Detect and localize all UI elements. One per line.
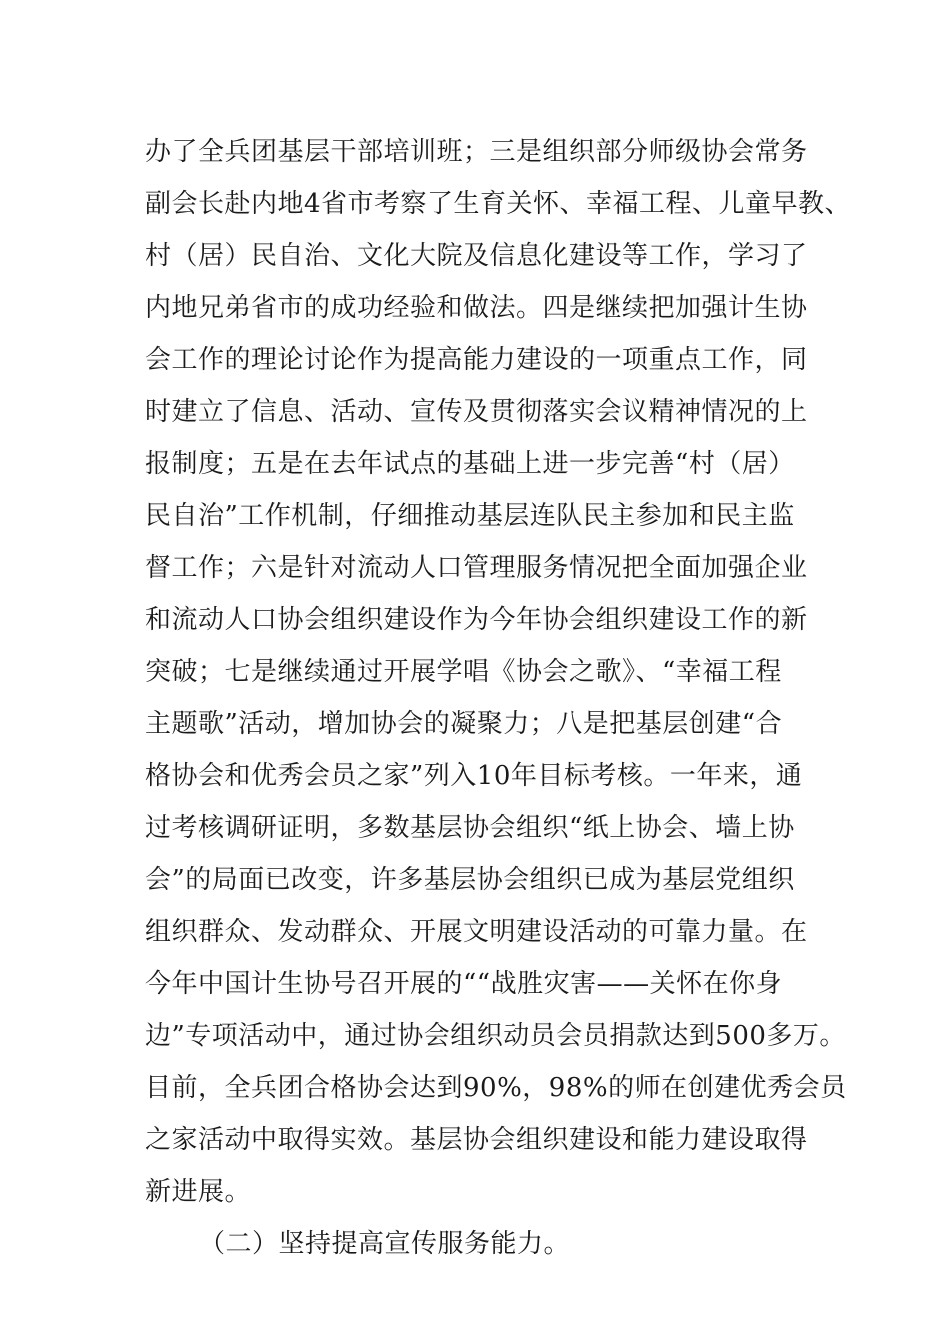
text-line: 村（居）民自治、文化大院及信息化建设等工作，学习了: [145, 241, 808, 271]
text-line: 新进展。: [145, 1177, 252, 1207]
text-line: 督工作；六是针对流动人口管理服务情况把全面加强企业: [145, 553, 808, 583]
text-line: 之家活动中取得实效。基层协会组织建设和能力建设取得: [145, 1125, 808, 1155]
text-line: 会工作的理论讨论作为提高能力建设的一项重点工作，同: [145, 345, 808, 375]
text-line: 报制度；五是在去年试点的基础上进一步完善“村（居）: [145, 449, 795, 479]
text-line: 目前，全兵团合格协会达到90%，98%的师在创建优秀会员: [145, 1073, 847, 1103]
text-line: 主题歌”活动，增加协会的凝聚力；八是把基层创建“合: [145, 709, 783, 739]
text-line: 突破；七是继续通过开展学唱《协会之歌》、“幸福工程: [145, 657, 782, 687]
text-line: 办了全兵团基层干部培训班；三是组织部分师级协会常务: [145, 137, 808, 167]
section-heading: （二）坚持提高宣传服务能力。: [199, 1229, 571, 1259]
text-line: 格协会和优秀会员之家”列入10年目标考核。一年来，通: [145, 761, 803, 791]
text-line: 和流动人口协会组织建设作为今年协会组织建设工作的新: [145, 605, 808, 635]
text-line: 时建立了信息、活动、宣传及贯彻落实会议精神情况的上: [145, 397, 808, 427]
text-line: 组织群众、发动群众、开展文明建设活动的可靠力量。在: [145, 917, 808, 947]
text-line: 副会长赴内地4省市考察了生育关怀、幸福工程、儿童早教、: [145, 189, 852, 219]
text-line: 会”的局面已改变，许多基层协会组织已成为基层党组织: [145, 865, 795, 895]
text-line: 民自治”工作机制，仔细推动基层连队民主参加和民主监: [145, 501, 795, 531]
text-line: 内地兄弟省市的成功经验和做法。四是继续把加强计生协: [145, 293, 808, 323]
text-line: 过考核调研证明，多数基层协会组织“纸上协会、墙上协: [145, 813, 795, 843]
text-line: 边”专项活动中，通过协会组织动员会员捐款达到500多万。: [145, 1021, 846, 1051]
text-line: 今年中国计生协号召开展的““战胜灾害——关怀在你身: [145, 969, 783, 999]
